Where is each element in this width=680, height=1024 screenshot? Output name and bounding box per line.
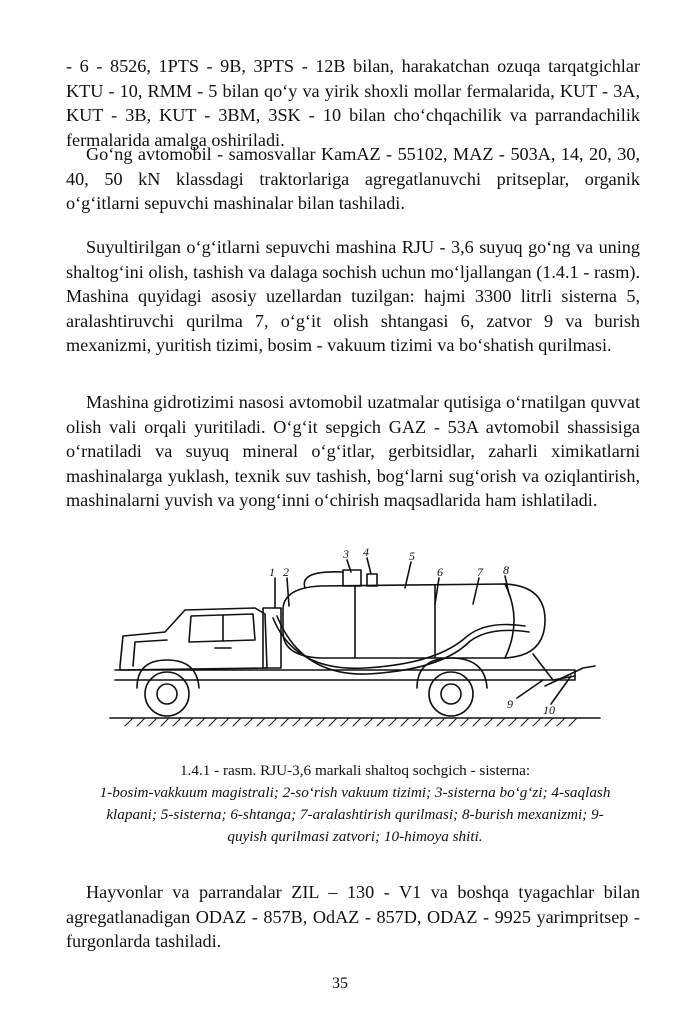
- figure-label-9: 9: [507, 697, 513, 711]
- page-number: 35: [332, 975, 348, 992]
- leader-9: [517, 680, 543, 698]
- hose-outer: [277, 616, 529, 674]
- figure-caption: [90, 760, 620, 848]
- paragraph-4: Mashina gidrotizimi nasosi avtomobil uzatmalar qutisiga o‘rnatilgan quvvat olish vali orqali yuritiladi. O‘g‘it sepgich GAZ - 53A avtomobil shassisiga o‘rnatiladi va suyuq mineral o‘g‘itlar, gerbitsidlar, zaharli ximikatlarni mashinalarga yuklash, texnik suv tashish, bog‘larni sug‘orish va oziqlantirish, mashinalarni yuvish va yong‘inni o‘chirish maqsadlarida ham ishlatiladi.: [66, 392, 640, 511]
- figure-label-8: 8: [503, 563, 509, 577]
- leader-4: [367, 558, 371, 574]
- leader-2: [287, 578, 289, 606]
- rear-wheel: [429, 672, 473, 716]
- front-wheel: [145, 672, 189, 716]
- figure-label-6: 6: [437, 565, 443, 579]
- unload-pipe: [533, 654, 575, 680]
- truck-cab: [120, 608, 267, 670]
- safety-valve: [367, 574, 377, 586]
- hood-line: [133, 640, 167, 666]
- caption-title: 1.4.1 - rasm. RJU-3,6 markali shaltoq sochgich - sisterna:: [179, 762, 531, 779]
- tank-body: [283, 584, 545, 658]
- paragraph-2: Go‘ng avtomobil - samosvallar KamAZ - 55102, MAZ - 503A, 14, 20, 30, 40, 50 kN klassdagi traktorlariga agregatlanuvchi pritseplar, organik o‘g‘itlarni sepuvchi mashinalar bilan tashiladi.: [66, 144, 640, 214]
- ground-hatching: [125, 718, 577, 726]
- tanker-truck-figure: [105, 548, 605, 736]
- paragraph-5: Hayvonlar va parrandalar ZIL – 130 - V1 va boshqa tyagachlar bilan agregatlanadigan ODAZ - 857B, OdAZ - 857D, ODAZ - 9925 yarimpritsep - furgonlarda tashiladi.: [66, 882, 640, 952]
- figure-label-3: 3: [343, 548, 349, 561]
- tank-end-cap: [505, 584, 514, 658]
- cab-window: [189, 614, 255, 642]
- figure-label-7: 7: [477, 565, 483, 579]
- caption-legend: 1-bosim-vakkuum magistrali; 2-so‘rish vakuum tizimi; 3-sisterna bo‘g‘zi; 4-saqlash klapani; 5-sisterna; 6-shtanga; 7-aralashtirish qurilmasi; 8-burish mexanizmi; 9-quyish qurilmasi zatvori; 10-himoya shiti.: [99, 784, 611, 845]
- paragraph-1: - 6 - 8526, 1PTS - 9B, 3PTS - 12B bilan, harakatchan ozuqa tarqatgichlar KTU - 10, RMM - 5 bilan qo‘y va yirik shoxli mollar fermalarida, KUT - 3A, KUT - 3B, KUT - 3BM, 3SK - 10 bilan cho‘chqachilik va parrandachilik fermalarida amalga oshiriladi.: [66, 56, 640, 150]
- tank-neck: [343, 570, 361, 586]
- paragraph-3: Suyultirilgan o‘g‘itlarni sepuvchi mashina RJU - 3,6 suyuq go‘ng va uning shaltog‘ini olish, tashish va dalaga sochish uchun mo‘ljallangan (1.4.1 - rasm). Mashina quyidagi asosiy uzellardan tuzilgan: hajmi 3300 litrli sisterna 5, aralashtiruvchi qurilma 7, o‘g‘it olish shtangasi 6, zatvor 9 va burish mexanizmi, yuritish tizimi, bosim - vakuum tizimi va bo‘shatish qurilmasi.: [66, 237, 640, 356]
- leader-7: [473, 578, 479, 604]
- figure-label-4: 4: [363, 548, 369, 559]
- protection-shield: [545, 666, 595, 686]
- leader-5: [405, 562, 411, 588]
- figure-label-10: 10: [543, 703, 555, 717]
- figure-label-5: 5: [409, 549, 415, 563]
- front-hub: [157, 684, 177, 704]
- figure-label-2: 2: [283, 565, 289, 579]
- rear-hub: [441, 684, 461, 704]
- chassis-frame: [115, 670, 575, 680]
- figure-label-1: 1: [269, 565, 275, 579]
